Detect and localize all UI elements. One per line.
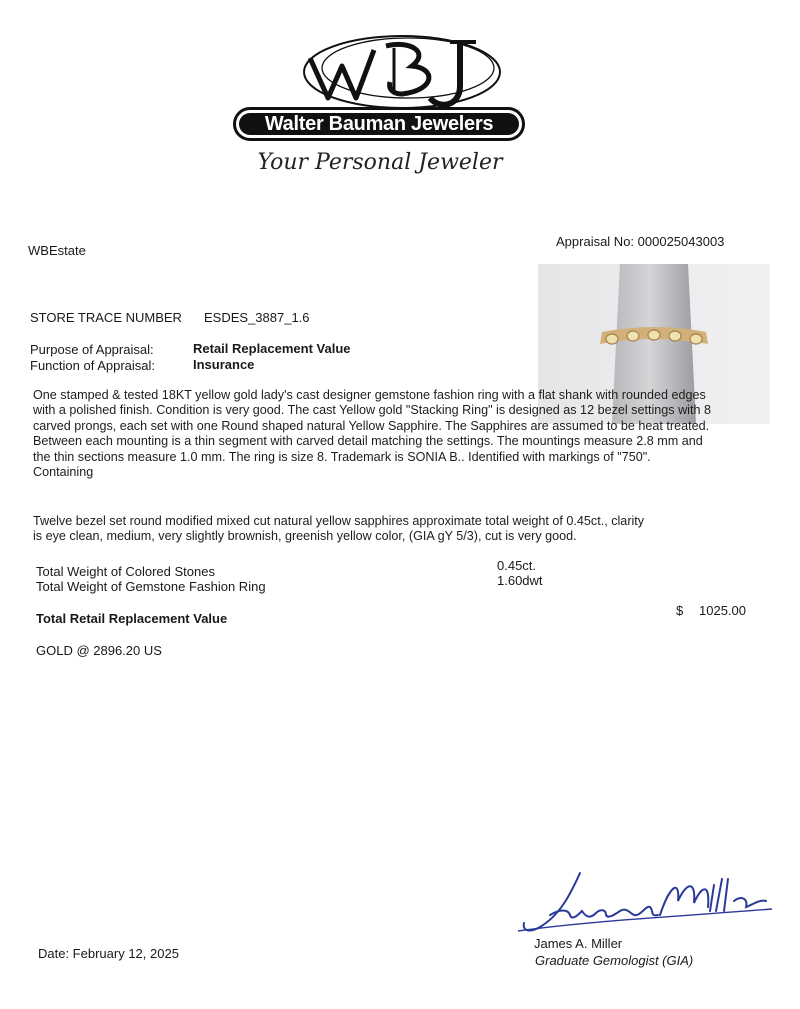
store-name: WBEstate (28, 243, 86, 258)
store-trace-label: STORE TRACE NUMBER (30, 310, 182, 325)
purpose-value: Retail Replacement Value (193, 341, 351, 356)
company-logo-monogram (290, 28, 520, 118)
company-name-banner (233, 107, 525, 141)
function-value: Insurance (193, 357, 255, 372)
gold-price: GOLD @ 2896.20 US (36, 643, 162, 658)
company-tagline: Your Personal Jeweler (257, 150, 503, 175)
ring-weight-label: Total Weight of Gemstone Fashion Ring (36, 579, 266, 594)
appraisal-number: Appraisal No: 000025043003 (556, 234, 725, 249)
appraisal-date: Date: February 12, 2025 (38, 946, 179, 961)
function-label: Function of Appraisal: (30, 358, 156, 373)
total-value: 1025.00 (699, 603, 746, 618)
stones-description: Twelve bezel set round modified mixed cut natural yellow sapphires approximate total weight of 0.45ct., clarity is eye clean, medium, very slightly brownish, greenish yellow color, (GIA gY 5/3), cut is very good. (33, 514, 645, 544)
ring-weight-value: 1.60dwt (497, 573, 543, 588)
total-currency: $ (676, 603, 684, 618)
signature (510, 865, 780, 940)
total-value-label: Total Retail Replacement Value (36, 611, 228, 626)
signer-name: James A. Miller (534, 936, 623, 951)
colored-stones-weight-value: 0.45ct. (497, 558, 537, 573)
item-description: One stamped & tested 18KT yellow gold lady's cast designer gemstone fashion ring with a flat shank with rounded edges with a polished finish. Condition is very good. The cast Yellow gold "Stacking Ring" is designed as 12 bezel settings with 8 carved prongs, each set with one Round shaped natural Yellow Sapphire. The Sapphires are assumed to be heat treated. Between each mounting is a thin segment with carved detail matching the settings. The mountings measure 2.8 mm and the thin sections measure 1.0 mm. The ring is size 8. Trademark is SONIA B.. Identified with markings of "750". Containing (33, 388, 711, 480)
signer-title: Graduate Gemologist (GIA) (535, 953, 694, 968)
purpose-label: Purpose of Appraisal: (30, 342, 154, 357)
colored-stones-weight-label: Total Weight of Colored Stones (36, 564, 215, 579)
company-name-text: Walter Bauman Jewelers (239, 113, 519, 135)
store-trace-value: ESDES_3887_1.6 (204, 310, 310, 325)
